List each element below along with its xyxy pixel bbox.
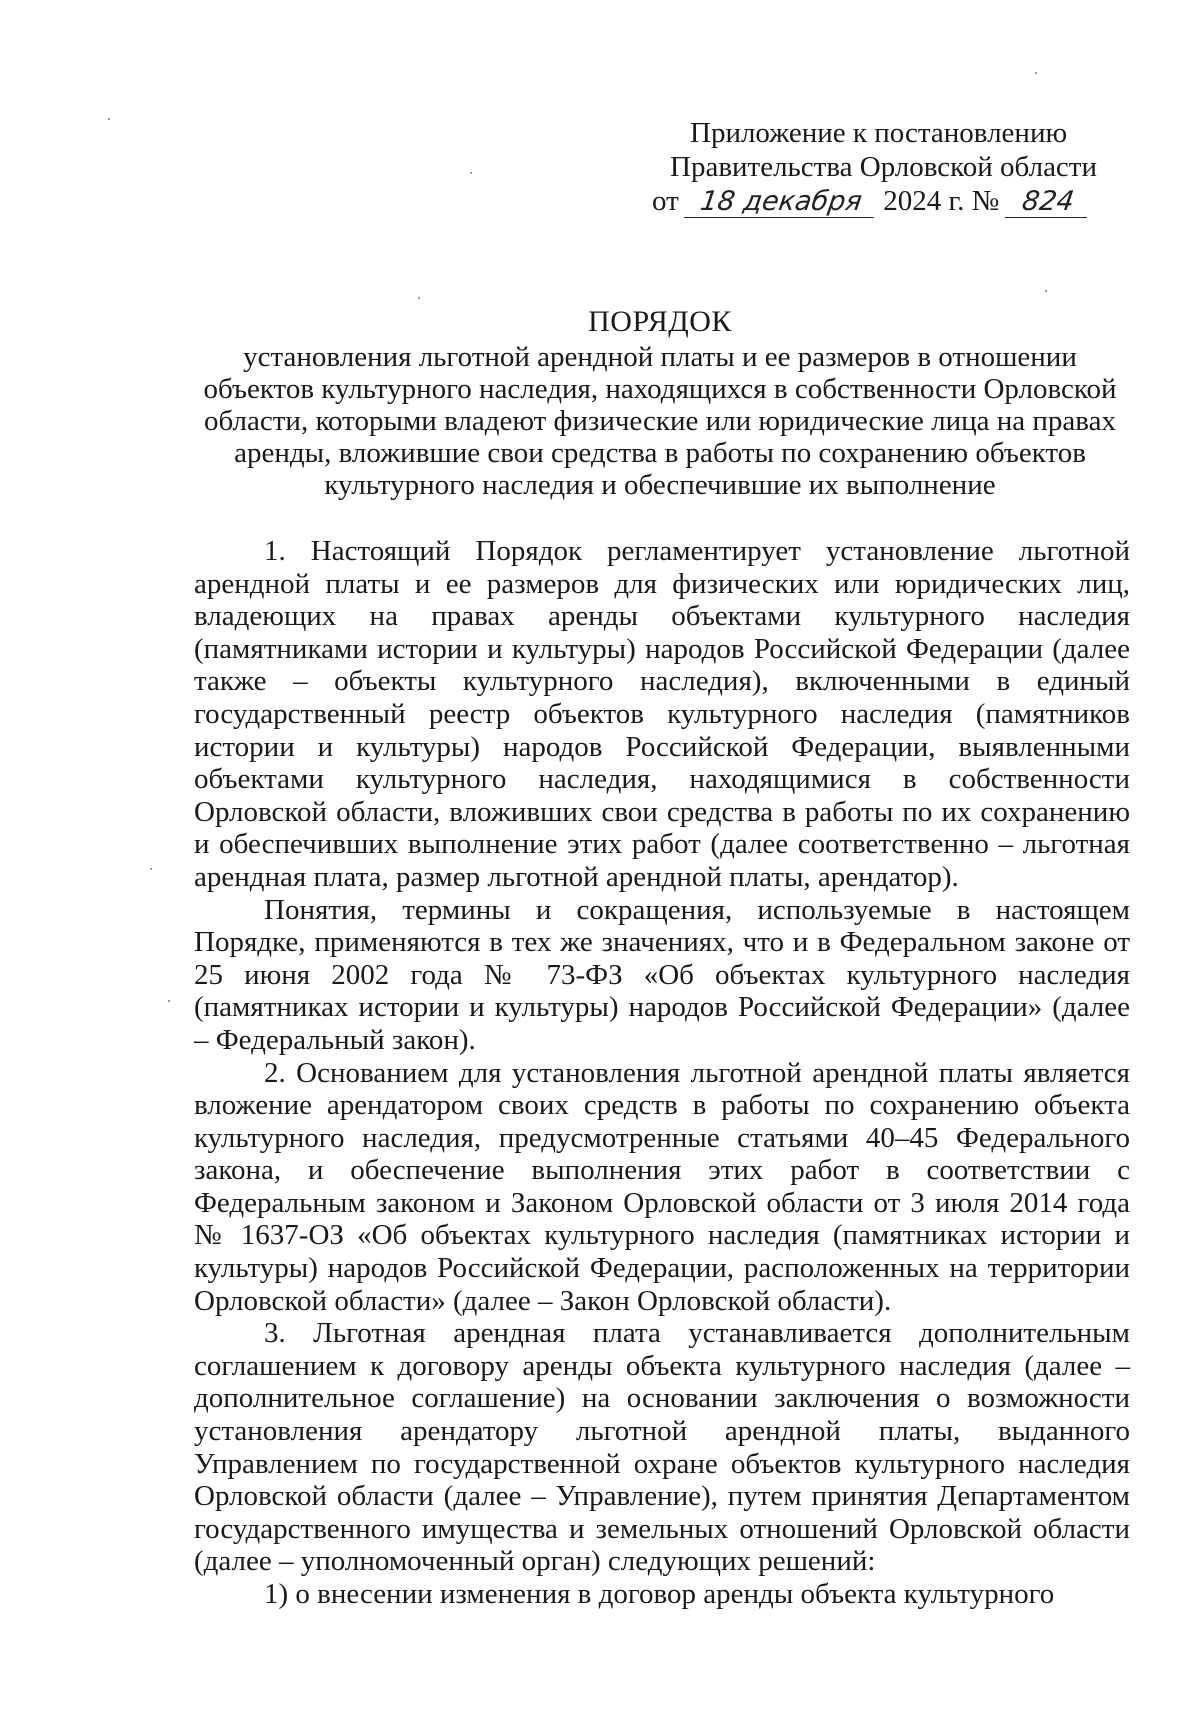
subtitle-line: области, которыми владеют физические или юридические лица на правах [204, 405, 1116, 437]
date-prefix: от [652, 185, 679, 217]
handwritten-number: 824 [1004, 187, 1090, 218]
appendix-header [560, 116, 1100, 218]
subtitle-line: аренды, вложившие свои средства в работы по сохранению объектов [234, 437, 1086, 469]
subtitle-line: культурного наследия и обеспечившие их выполнение [324, 469, 996, 501]
year-label: 2024 г. № [883, 185, 1000, 217]
appendix-line-2: Правительства Орловской области [670, 151, 1097, 183]
document-body [194, 535, 1130, 1611]
appendix-line-3 [560, 184, 1100, 218]
document-title: ПОРЯДОК [588, 305, 732, 338]
title-block [190, 306, 1130, 501]
paragraph-3: 3. Льготная арендная плата устанавливается дополнительным соглашением к договору аренды объекта культурного наследия (далее – дополнительное соглашение) на основании заключения о возможности установления арендатору льготной арендной платы, выданного Управлением по государственной охране объектов культурного наследия Орловской области (далее – Управление), путем принятия Департаментом государственного имущества и земельных отношений Орловской области (далее – уполномоченный орган) следующих решений: [194, 1317, 1130, 1578]
appendix-line-1: Приложение к постановлению [690, 117, 1068, 149]
paragraph-2: 2. Основанием для установления льготной арендной платы является вложение арендатором своих средств в работы по сохранению объекта культурного наследия, предусмотренные статьями 40–45 Федерального закона, и обеспечение выполнения этих работ в соответствии с Федеральным законом и Законом Орловской области от 3 июля 2014 года № 1637-ОЗ «Об объектах культурного наследия (памятниках истории и культуры) народов Российской Федерации, расположенных на территории Орловской области» (далее – Закон Орловской области). [194, 1056, 1130, 1317]
handwritten-date: 18 декабря [684, 187, 878, 218]
paragraph-1: 1. Настоящий Порядок регламентирует установление льготной арендной платы и ее размеров для физических или юридических лиц, владеющих на правах аренды объектами культурного наследия (памятниками истории и культуры) народов Российской Федерации (далее также – объекты культурного наследия), включенными в единый государственный реестр объектов культурного наследия (памятников истории и культуры) народов Российской Федерации, выявленными объектами культурного наследия, находящимися в собственности Орловской области, вложивших свои средства в работы по их сохранению и обеспечивших выполнение этих работ (далее соответственно – льготная арендная плата, размер льготной арендной платы, арендатор). [194, 535, 1130, 893]
paragraph-3-item-1: 1) о внесении изменения в договор аренды объекта культурного [264, 1578, 1055, 1610]
paragraph-definitions: Понятия, термины и сокращения, используемые в настоящем Порядке, применяются в тех же значениях, что и в Федеральном законе от 25 июня 2002 года № 73-ФЗ «Об объектах культурного наследия (памятниках истории и культуры) народов Российской Федерации» (далее – Федеральный закон). [194, 893, 1130, 1056]
subtitle-line: объектов культурного наследия, находящихся в собственности Орловской [203, 373, 1117, 405]
subtitle-line: установления льготной арендной платы и ее размеров в отношении [243, 341, 1077, 373]
